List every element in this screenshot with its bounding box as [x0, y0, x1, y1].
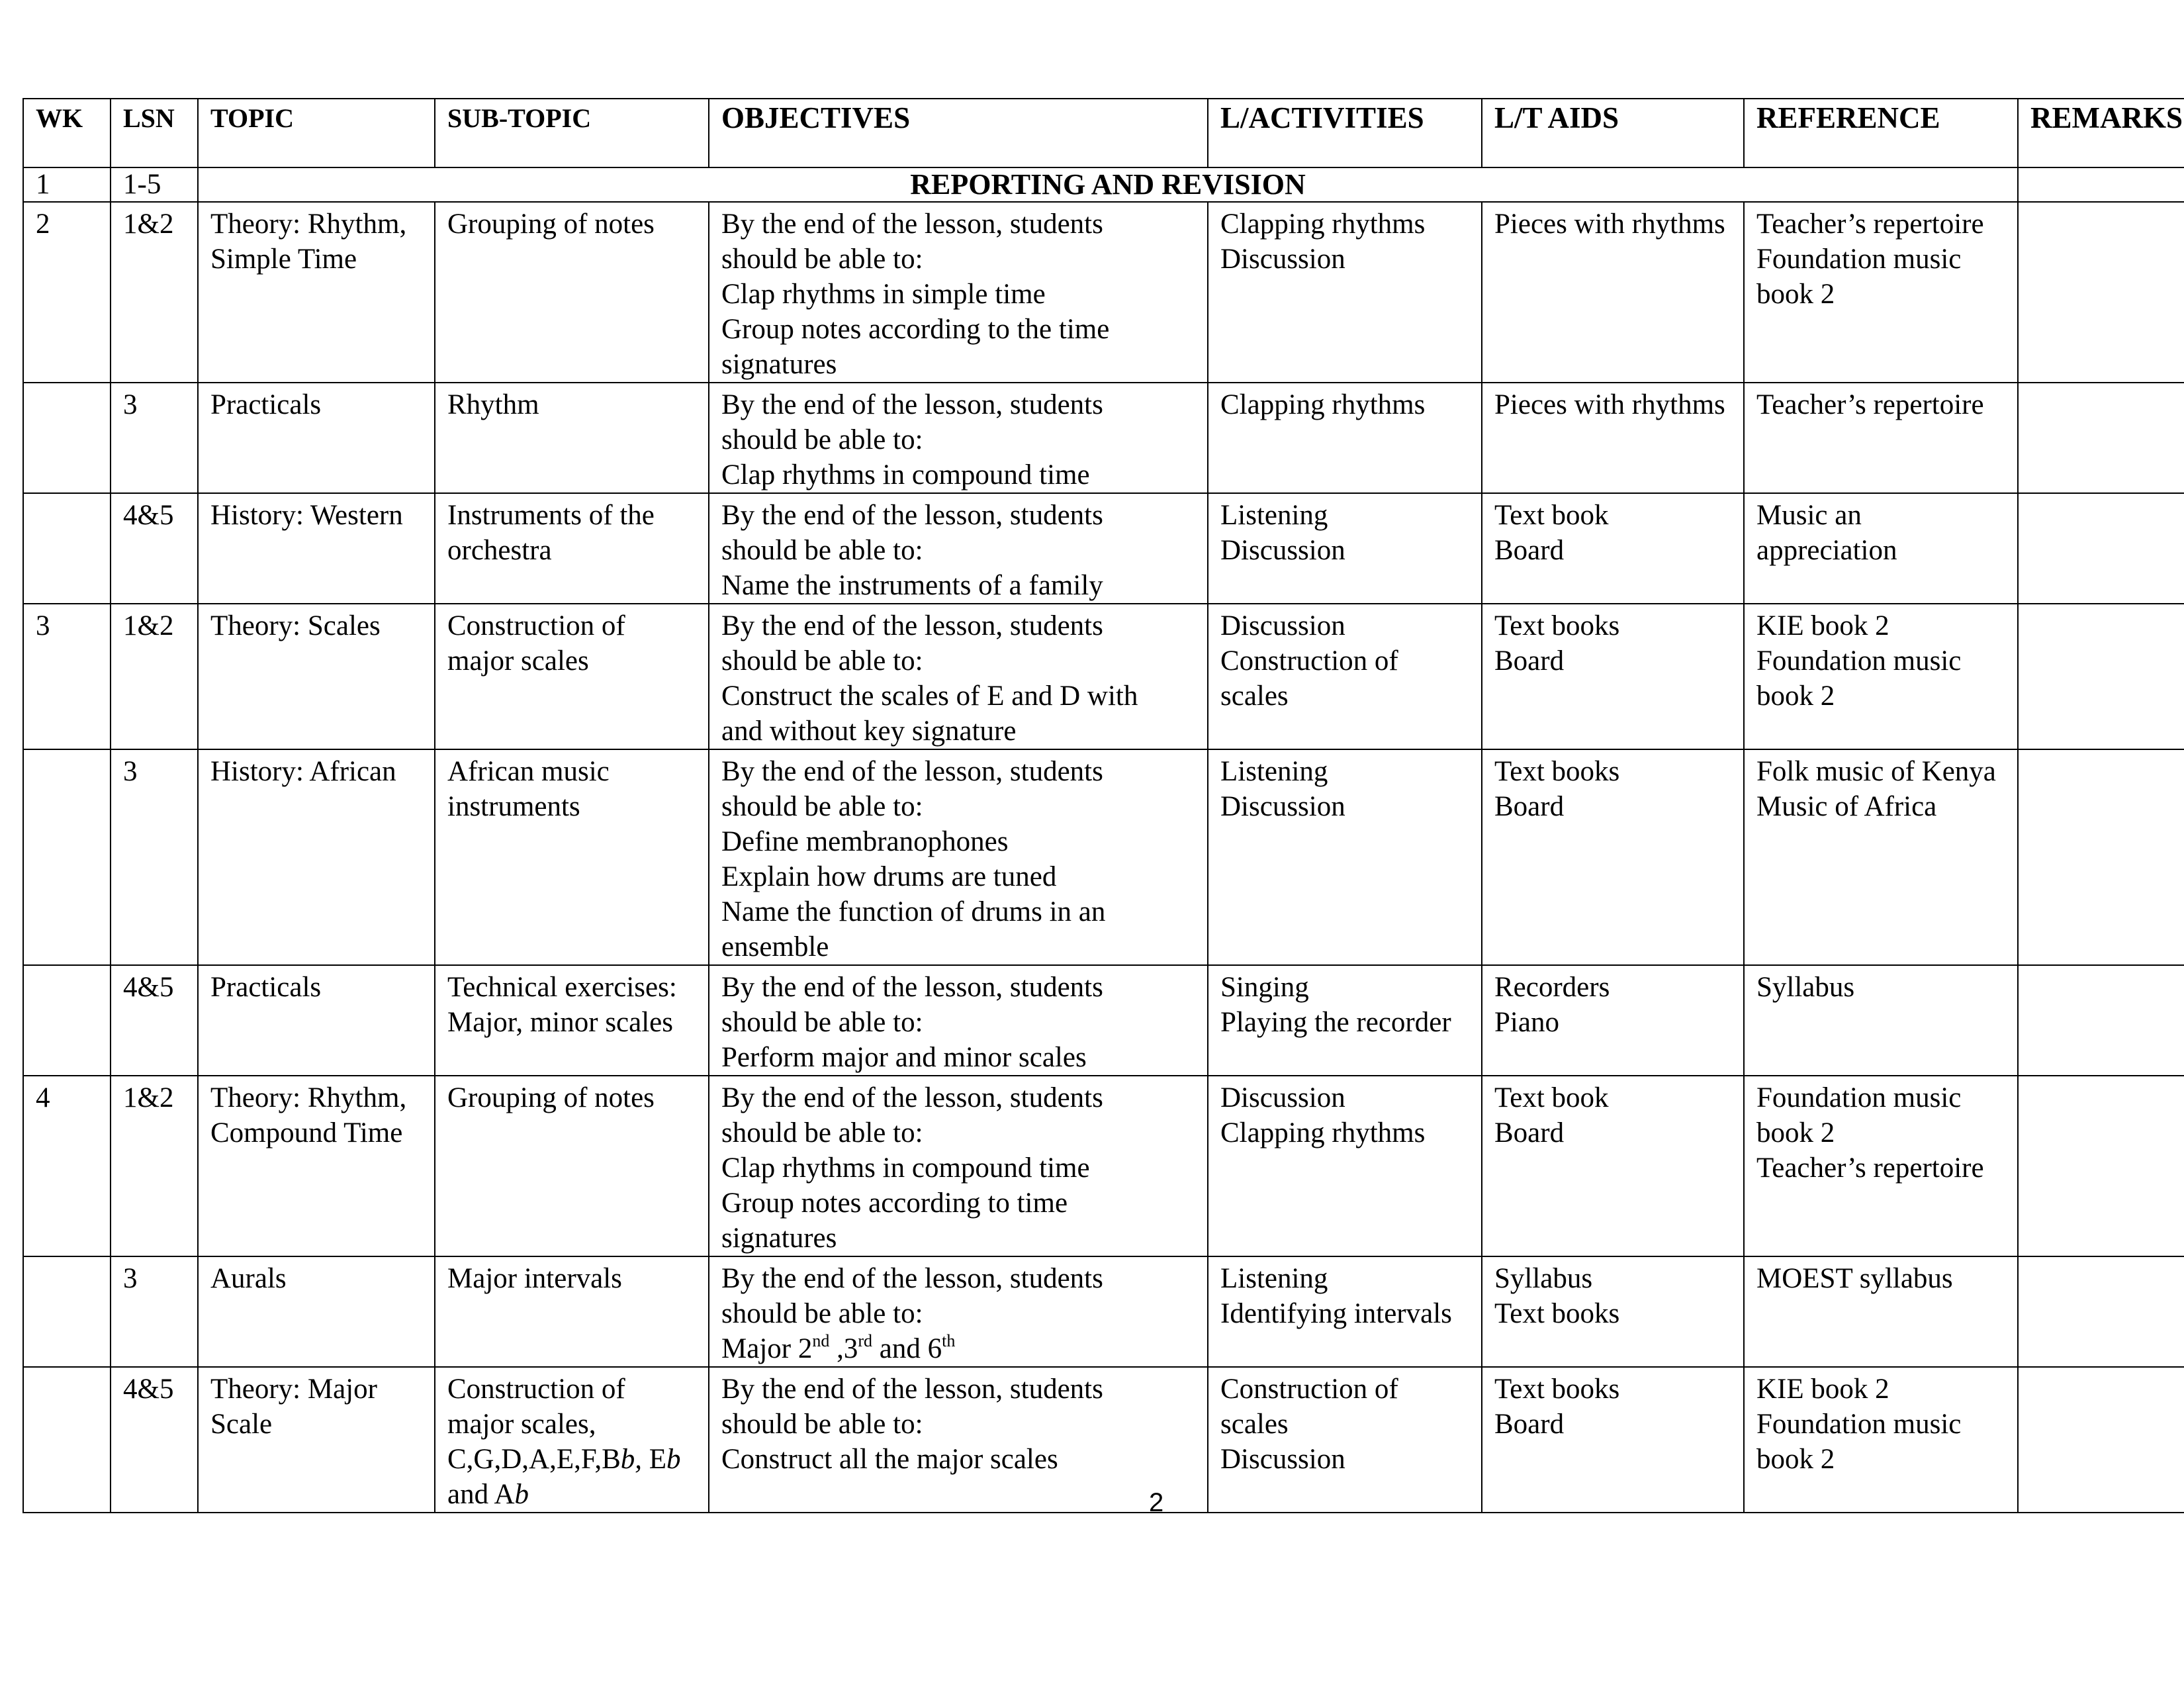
ordinal-suffix: rd	[858, 1331, 873, 1350]
cell-topic	[198, 604, 435, 749]
objective-line: Construct all the major scales	[721, 1444, 1058, 1475]
subtopic-text: E	[642, 1444, 667, 1475]
header-remarks: REMARKS	[2018, 99, 2184, 167]
activity-line: Clapping rhythms	[1220, 389, 1426, 420]
cell-remarks	[2018, 202, 2184, 383]
objective-line: ensemble	[721, 931, 829, 962]
aid-line: Board	[1494, 791, 1565, 822]
cell-activities	[1208, 749, 1482, 965]
table-row	[23, 1256, 2184, 1367]
subtopic-line: Instruments of the	[447, 500, 655, 531]
activity-line: Clapping rhythms	[1220, 209, 1426, 240]
reference-line: Foundation music	[1756, 244, 1962, 275]
objective-line: Define membranophones	[721, 826, 1009, 857]
subtopic-line: African music	[447, 756, 610, 787]
objective-intro-line: should be able to:	[721, 1409, 923, 1440]
ordinal-suffix: nd	[812, 1331, 830, 1350]
cell-wk	[23, 749, 111, 965]
activity-line: scales	[1220, 680, 1289, 712]
objective-line: signatures	[721, 349, 837, 380]
cell-wk: 3	[23, 604, 111, 749]
cell-wk: 2	[23, 202, 111, 383]
reference-line: book 2	[1756, 279, 1835, 310]
topic-line: Practicals	[210, 972, 322, 1003]
objective-line: Construct the scales of E and D with	[721, 680, 1138, 712]
cell-reference	[1744, 604, 2018, 749]
topic-line: Aurals	[210, 1263, 287, 1294]
objective-text: and 6	[872, 1333, 942, 1364]
objective-intro-line: By the end of the lesson, students	[721, 1082, 1103, 1113]
cell-activities	[1208, 493, 1482, 604]
flat-symbol: b	[514, 1479, 529, 1510]
reference-line: Music an	[1756, 500, 1862, 531]
reference-line: Foundation music	[1756, 1082, 1962, 1113]
reference-line: Folk music of Kenya	[1756, 756, 1996, 787]
table-row	[23, 749, 2184, 965]
cell-topic	[198, 1256, 435, 1367]
aid-line: Text books	[1494, 1298, 1620, 1329]
scheme-of-work-table	[23, 98, 2184, 1513]
header-lsn: LSN	[111, 99, 198, 167]
objective-intro-line: should be able to:	[721, 1007, 923, 1038]
objective-intro-line: should be able to:	[721, 535, 923, 566]
reference-line: KIE book 2	[1756, 610, 1889, 641]
cell-subtopic	[435, 493, 709, 604]
cell-reference	[1744, 1076, 2018, 1256]
subtopic-line: Major intervals	[447, 1263, 622, 1294]
ordinal-suffix: th	[942, 1331, 956, 1350]
topic-line: Practicals	[210, 389, 322, 420]
cell-aids	[1482, 1367, 1744, 1513]
cell-subtopic	[435, 1256, 709, 1367]
header-aids: L/T AIDS	[1482, 99, 1744, 167]
cell-activities	[1208, 383, 1482, 493]
activity-line: Discussion	[1220, 244, 1345, 275]
cell-subtopic	[435, 202, 709, 383]
activity-line: Listening	[1220, 756, 1328, 787]
cell-reference	[1744, 965, 2018, 1076]
activity-line: Listening	[1220, 1263, 1328, 1294]
objective-intro-line: By the end of the lesson, students	[721, 1374, 1103, 1405]
header-subtopic: SUB-TOPIC	[435, 99, 709, 167]
cell-topic	[198, 965, 435, 1076]
cell-lsn: 4&5	[111, 965, 198, 1076]
cell-subtopic	[435, 1076, 709, 1256]
subtopic-line: major scales	[447, 645, 589, 677]
table-row	[23, 383, 2184, 493]
table-row	[23, 1367, 2184, 1513]
objective-intro-line: By the end of the lesson, students	[721, 500, 1103, 531]
objective-text: Major 2	[721, 1333, 813, 1364]
flat-symbol: b,	[620, 1444, 643, 1475]
cell-topic	[198, 1076, 435, 1256]
aid-line: Text book	[1494, 1082, 1609, 1113]
activity-line: scales	[1220, 1409, 1289, 1440]
cell-subtopic	[435, 965, 709, 1076]
cell-remarks	[2018, 1076, 2184, 1256]
reference-line: appreciation	[1756, 535, 1897, 566]
topic-line: Theory: Rhythm,	[210, 209, 407, 240]
topic-line: Simple Time	[210, 244, 357, 275]
aid-line: Syllabus	[1494, 1263, 1593, 1294]
cell-wk	[23, 1367, 111, 1513]
objective-intro-line: By the end of the lesson, students	[721, 756, 1103, 787]
reference-line: Teacher’s repertoire	[1756, 209, 1984, 240]
cell-remarks	[2018, 1367, 2184, 1513]
activity-line: Clapping rhythms	[1220, 1117, 1426, 1149]
header-reference: REFERENCE	[1744, 99, 2018, 167]
subtopic-line: Rhythm	[447, 389, 539, 420]
cell-lsn: 1&2	[111, 202, 198, 383]
table-row	[23, 965, 2184, 1076]
aid-line: Board	[1494, 1117, 1565, 1149]
objective-text: ,3	[829, 1333, 858, 1364]
table-row	[23, 202, 2184, 383]
aid-line: Board	[1494, 1409, 1565, 1440]
reference-line: Teacher’s repertoire	[1756, 389, 1984, 420]
subtopic-text: and A	[447, 1479, 515, 1510]
cell-subtopic	[435, 749, 709, 965]
objective-intro-line: By the end of the lesson, students	[721, 610, 1103, 641]
activity-line: Discussion	[1220, 791, 1345, 822]
reference-line: Teacher’s repertoire	[1756, 1152, 1984, 1184]
objective-line: and without key signature	[721, 716, 1017, 747]
aid-line: Recorders	[1494, 972, 1610, 1003]
cell-objectives	[709, 383, 1208, 493]
cell-activities	[1208, 1256, 1482, 1367]
subtopic-line: major scales,	[447, 1409, 596, 1440]
cell-remarks	[2018, 965, 2184, 1076]
reference-line: book 2	[1756, 1117, 1835, 1149]
objective-intro-line: should be able to:	[721, 791, 923, 822]
aid-line: Text books	[1494, 1374, 1620, 1405]
objective-line: Perform major and minor scales	[721, 1042, 1087, 1073]
subtopic-line: orchestra	[447, 535, 552, 566]
reference-line: MOEST syllabus	[1756, 1263, 1953, 1294]
objective-line: Group notes according to the time	[721, 314, 1110, 345]
cell-reference	[1744, 1256, 2018, 1367]
objective-line: Explain how drums are tuned	[721, 861, 1057, 892]
objective-intro-line: should be able to:	[721, 1298, 923, 1329]
cell-wk	[23, 493, 111, 604]
cell-subtopic	[435, 383, 709, 493]
subtopic-line: Grouping of notes	[447, 1082, 655, 1113]
cell-aids	[1482, 1256, 1744, 1367]
cell-remarks	[2018, 493, 2184, 604]
cell-remarks	[2018, 167, 2184, 202]
cell-wk	[23, 1256, 111, 1367]
cell-lsn: 4&5	[111, 1367, 198, 1513]
cell-reference	[1744, 1367, 2018, 1513]
cell-lsn: 1&2	[111, 604, 198, 749]
objective-line: Clap rhythms in compound time	[721, 1152, 1090, 1184]
cell-subtopic	[435, 604, 709, 749]
objective-intro-line: should be able to:	[721, 645, 923, 677]
objective-line: signatures	[721, 1223, 837, 1254]
cell-lsn: 1&2	[111, 1076, 198, 1256]
activity-line: Discussion	[1220, 1444, 1345, 1475]
aid-line: Board	[1494, 645, 1565, 677]
cell-lsn: 3	[111, 1256, 198, 1367]
cell-topic	[198, 749, 435, 965]
cell-remarks	[2018, 604, 2184, 749]
table-row	[23, 493, 2184, 604]
objective-intro-line: should be able to:	[721, 244, 923, 275]
objective-intro-line: By the end of the lesson, students	[721, 209, 1103, 240]
header-topic: TOPIC	[198, 99, 435, 167]
cell-aids	[1482, 383, 1744, 493]
objective-line: Clap rhythms in compound time	[721, 459, 1090, 491]
subtopic-line	[447, 1477, 696, 1512]
subtopic-line: Grouping of notes	[447, 209, 655, 240]
cell-lsn: 1-5	[111, 167, 198, 202]
objective-line: Group notes according to time	[721, 1188, 1068, 1219]
topic-line: Scale	[210, 1409, 273, 1440]
topic-line: Theory: Scales	[210, 610, 381, 641]
cell-subtopic	[435, 1367, 709, 1513]
reference-line: book 2	[1756, 1444, 1835, 1475]
cell-activities	[1208, 1076, 1482, 1256]
topic-line: Theory: Major	[210, 1374, 377, 1405]
subtopic-line: Major, minor scales	[447, 1007, 673, 1038]
reference-line: Music of Africa	[1756, 791, 1937, 822]
reference-line: Foundation music	[1756, 645, 1962, 677]
activity-line: Construction of	[1220, 1374, 1398, 1405]
cell-wk: 4	[23, 1076, 111, 1256]
aid-line: Text book	[1494, 500, 1609, 531]
table-row	[23, 604, 2184, 749]
reference-line: KIE book 2	[1756, 1374, 1889, 1405]
topic-line: Theory: Rhythm,	[210, 1082, 407, 1113]
aid-line: Pieces with rhythms	[1494, 209, 1725, 240]
subtopic-text: C,G,D,A,E,F,B	[447, 1444, 621, 1475]
reference-line: Foundation music	[1756, 1409, 1962, 1440]
cell-objectives	[709, 1076, 1208, 1256]
cell-objectives	[709, 1367, 1208, 1513]
page-number: 2	[1149, 1488, 1164, 1517]
activity-line: Discussion	[1220, 1082, 1345, 1113]
activity-line: Discussion	[1220, 535, 1345, 566]
objective-intro-line: By the end of the lesson, students	[721, 1263, 1103, 1294]
cell-wk	[23, 383, 111, 493]
reporting-revision-title: REPORTING AND REVISION	[198, 167, 2018, 202]
cell-wk	[23, 965, 111, 1076]
aid-line: Piano	[1494, 1007, 1559, 1038]
cell-activities	[1208, 604, 1482, 749]
aid-line: Text books	[1494, 756, 1620, 787]
objective-intro-line: should be able to:	[721, 424, 923, 455]
cell-wk: 1	[23, 167, 111, 202]
cell-activities	[1208, 1367, 1482, 1513]
activity-line: Playing the recorder	[1220, 1007, 1451, 1038]
subtopic-line: Construction of	[447, 1374, 625, 1405]
flat-symbol: b	[666, 1444, 681, 1475]
cell-topic	[198, 1367, 435, 1513]
cell-reference	[1744, 493, 2018, 604]
cell-objectives	[709, 202, 1208, 383]
table-row	[23, 1076, 2184, 1256]
subtopic-line: Construction of	[447, 610, 625, 641]
objective-line: Name the function of drums in an	[721, 896, 1106, 927]
cell-aids	[1482, 965, 1744, 1076]
table-header-row	[23, 99, 2184, 167]
reference-line: book 2	[1756, 680, 1835, 712]
subtopic-line: Technical exercises:	[447, 972, 677, 1003]
cell-reference	[1744, 749, 2018, 965]
cell-remarks	[2018, 1256, 2184, 1367]
activity-line: Identifying intervals	[1220, 1298, 1452, 1329]
cell-activities	[1208, 965, 1482, 1076]
topic-line: History: African	[210, 756, 396, 787]
cell-objectives	[709, 965, 1208, 1076]
cell-lsn: 4&5	[111, 493, 198, 604]
subtopic-line: instruments	[447, 791, 580, 822]
cell-topic	[198, 493, 435, 604]
cell-lsn: 3	[111, 383, 198, 493]
cell-remarks	[2018, 749, 2184, 965]
activity-line: Listening	[1220, 500, 1328, 531]
cell-objectives	[709, 1256, 1208, 1367]
cell-objectives	[709, 604, 1208, 749]
objective-line: Name the instruments of a family	[721, 570, 1103, 601]
header-objectives: OBJECTIVES	[709, 99, 1208, 167]
objective-line: Clap rhythms in simple time	[721, 279, 1046, 310]
cell-objectives	[709, 749, 1208, 965]
topic-line: Compound Time	[210, 1117, 403, 1149]
cell-topic	[198, 383, 435, 493]
cell-lsn: 3	[111, 749, 198, 965]
reference-line: Syllabus	[1756, 972, 1855, 1003]
cell-reference	[1744, 383, 2018, 493]
objective-line	[721, 1331, 1195, 1366]
activity-line: Singing	[1220, 972, 1309, 1003]
header-wk: WK	[23, 99, 111, 167]
cell-aids	[1482, 749, 1744, 965]
cell-aids	[1482, 202, 1744, 383]
cell-aids	[1482, 1076, 1744, 1256]
table-row	[23, 167, 2184, 202]
objective-intro-line: should be able to:	[721, 1117, 923, 1149]
cell-topic	[198, 202, 435, 383]
header-activities: L/ACTIVITIES	[1208, 99, 1482, 167]
cell-aids	[1482, 493, 1744, 604]
aid-line: Text books	[1494, 610, 1620, 641]
cell-activities	[1208, 202, 1482, 383]
objective-intro-line: By the end of the lesson, students	[721, 389, 1103, 420]
cell-remarks	[2018, 383, 2184, 493]
cell-reference	[1744, 202, 2018, 383]
aid-line: Pieces with rhythms	[1494, 389, 1725, 420]
topic-line: History: Western	[210, 500, 403, 531]
aid-line: Board	[1494, 535, 1565, 566]
objective-intro-line: By the end of the lesson, students	[721, 972, 1103, 1003]
activity-line: Discussion	[1220, 610, 1345, 641]
cell-aids	[1482, 604, 1744, 749]
activity-line: Construction of	[1220, 645, 1398, 677]
cell-objectives	[709, 493, 1208, 604]
subtopic-line	[447, 1442, 696, 1477]
